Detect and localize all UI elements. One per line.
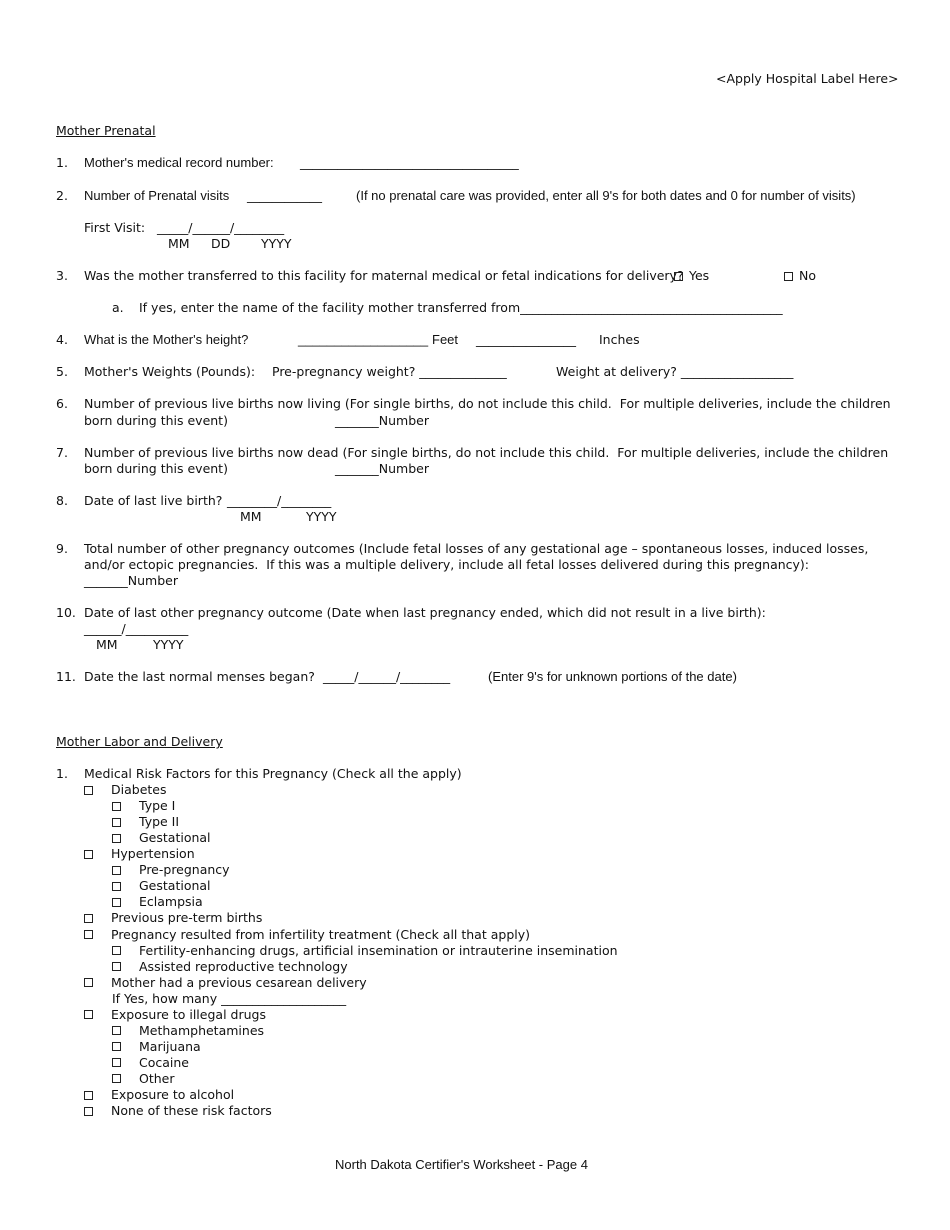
question-number: 8. [56,493,68,508]
risk-factor-label: Methamphetamines [139,1022,265,1038]
checkbox-icon[interactable] [84,850,93,859]
risk-factor-label: Hypertension [111,846,195,862]
question-text: Number of previous live births now dead (For single births, do not include this child. For multiple deliveries, include the children [84,445,889,460]
sub-question-letter: a. [112,300,124,315]
checkbox-icon[interactable] [112,1042,121,1051]
risk-factor-item[interactable] [84,910,262,926]
last-menses-note: (Enter 9's for unknown portions of the date) [488,669,737,684]
prenatal-visits-field[interactable]: ____________ [247,188,322,203]
question-text: Mother's Weights (Pounds): [84,364,256,379]
question-number: 10. [56,605,76,620]
risk-factor-item[interactable] [112,814,179,830]
checkbox-icon[interactable] [112,834,121,843]
checkbox-icon[interactable] [84,786,93,795]
other-outcomes-field[interactable]: _______Number [84,573,178,588]
date-hint-mm: MM [168,236,190,251]
risk-factor-label: None of these risk factors [111,1103,272,1118]
risk-factor-item[interactable] [112,959,348,975]
delivery-weight-field[interactable]: Weight at delivery? __________________ [556,364,794,379]
risk-factor-item[interactable] [112,894,203,910]
question-number: 1. [56,155,68,170]
question-number: 1. [56,766,68,781]
question-text: Date of last live birth? [84,493,223,508]
risk-factor-label: Mother had a previous cesarean delivery [111,974,367,990]
risk-factor-label: Gestational [139,830,211,846]
risk-factor-label: If Yes, how many ____________________ [112,990,347,1006]
risk-factor-label: Diabetes [111,782,167,797]
risk-factor-item[interactable] [84,1087,234,1103]
risk-factor-item[interactable] [84,927,530,943]
question-text: born during this event) [84,461,228,476]
question-text: Mother's medical record number: [84,155,274,170]
risk-factor-label: Previous pre-term births [111,910,263,926]
risk-factor-item[interactable] [112,830,211,846]
question-number: 3. [56,268,68,283]
height-inches-field[interactable]: ________________ [476,332,576,347]
checkbox-icon[interactable] [112,946,121,955]
question-number: 6. [56,396,68,411]
question-text: born during this event) [84,413,228,428]
page-footer: North Dakota Certifier's Worksheet - Page 4 [335,1157,588,1172]
risk-factor-item[interactable] [112,1039,201,1055]
question-number: 9. [56,541,68,556]
first-visit-label: First Visit: [84,220,146,235]
risk-factor-label: Type II [139,814,180,830]
risk-factor-item[interactable] [84,1007,266,1023]
question-text: Was the mother transferred to this facility for maternal medical or fetal indications for delivery? [84,268,684,283]
risk-factor-item[interactable] [84,782,167,798]
date-hint-yyyy: YYYY [261,236,292,251]
live-births-living-field[interactable]: _______Number [335,413,429,428]
question-number: 11. [56,669,76,684]
transfer-no-option[interactable]: No [784,268,816,284]
prenatal-visits-note: (If no prenatal care was provided, enter all 9's for both dates and 0 for number of visits) [356,188,856,203]
date-hint-yyyy: YYYY [153,637,184,652]
question-text: and/or ectopic pregnancies. If this was a multiple delivery, include all fetal losses delivered during this pregnancy): [84,557,810,572]
question-number: 5. [56,364,68,379]
checkbox-icon[interactable] [674,272,683,281]
checkbox-icon[interactable] [112,898,121,907]
live-births-dead-field[interactable]: _______Number [335,461,429,476]
medical-record-number-field[interactable]: ___________________________________ [300,155,519,170]
checkbox-icon[interactable] [112,866,121,875]
question-text: Date the last normal menses began? [84,669,315,684]
checkbox-icon[interactable] [84,1091,93,1100]
risk-factor-item[interactable] [112,862,230,878]
hospital-label: <Apply Hospital Label Here> [716,71,899,86]
risk-factor-label: Type I [139,798,176,813]
question-number: 4. [56,332,68,347]
checkbox-icon[interactable] [112,962,121,971]
checkbox-icon[interactable] [112,1058,121,1067]
checkbox-icon[interactable] [112,1026,121,1035]
first-visit-date-field[interactable]: _____/______/________ [157,220,285,235]
risk-factor-item[interactable] [84,1103,272,1119]
risk-factor-item[interactable] [84,846,195,862]
checkbox-icon[interactable] [84,914,93,923]
transfer-facility-field[interactable]: If yes, enter the name of the facility mother transferred from__________________________________________ [139,300,783,315]
question-number: 2. [56,188,68,203]
question-number: 7. [56,445,68,460]
checkbox-icon[interactable] [784,272,793,281]
checkbox-icon[interactable] [84,1010,93,1019]
risk-factor-item[interactable] [112,878,211,894]
risk-factor-label: Eclampsia [139,894,203,910]
height-feet-label: Feet [432,332,459,347]
checkbox-icon[interactable] [84,930,93,939]
date-hint-yyyy: YYYY [306,509,337,524]
height-inches-label: Inches [599,332,640,347]
last-outcome-date-field[interactable]: ______/__________ [84,621,189,636]
risk-factor-item[interactable] [112,1023,264,1039]
checkbox-icon[interactable] [112,818,121,827]
risk-factor-item[interactable] [84,975,367,991]
last-menses-date-field[interactable]: _____/______/________ [323,669,451,684]
date-hint-mm: MM [240,509,262,524]
risk-factor-item[interactable] [112,1055,189,1071]
risk-factor-label: Pregnancy resulted from infertility treatment (Check all that apply) [111,926,530,942]
question-text: Number of Prenatal visits [84,188,230,203]
risk-factor-item[interactable] [112,1071,175,1087]
checkbox-icon[interactable] [84,1107,93,1116]
section-heading-labor: Mother Labor and Delivery [56,734,223,749]
last-live-birth-date-field[interactable]: ________/________ [227,493,332,508]
risk-factor-label: Cocaine [139,1054,189,1070]
date-hint-dd: DD [211,236,231,251]
risk-factor-item[interactable] [112,798,175,814]
question-text: What is the Mother's height? [84,332,249,347]
section-heading-prenatal: Mother Prenatal [56,123,156,138]
height-feet-field[interactable]: __________________ [298,332,429,347]
question-text: Medical Risk Factors for this Pregnancy (Check all the apply) [84,766,462,781]
risk-factor-item[interactable] [112,943,618,959]
checkbox-icon[interactable] [112,1074,121,1083]
date-hint-mm: MM [96,637,118,652]
risk-factor-item [112,991,346,1007]
question-text: Date of last other pregnancy outcome (Date when last pregnancy ended, which did not result in a live birth): [84,605,766,620]
pre-pregnancy-weight-field[interactable]: Pre-pregnancy weight? ______________ [272,364,507,379]
risk-factor-label: Exposure to alcohol [111,1087,235,1102]
risk-factor-label: Exposure to illegal drugs [111,1006,266,1022]
risk-factor-label: Fertility-enhancing drugs, artificial insemination or intrauterine insemination [139,942,618,958]
checkbox-icon[interactable] [112,802,121,811]
risk-factor-label: Assisted reproductive technology [139,958,348,974]
risk-factor-label: Other [139,1070,175,1086]
question-text: Number of previous live births now living (For single births, do not include this child. For multiple deliveries, include the children [84,396,891,411]
risk-factor-label: Gestational [139,878,211,894]
risk-factor-label: Marijuana [139,1038,201,1054]
question-text: Total number of other pregnancy outcomes (Include fetal losses of any gestational age – spontaneous losses, induced losses, [84,541,869,556]
risk-factor-label: Pre-pregnancy [139,862,230,878]
transfer-yes-option[interactable]: Yes [674,268,709,284]
checkbox-icon[interactable] [84,978,93,987]
checkbox-icon[interactable] [112,882,121,891]
